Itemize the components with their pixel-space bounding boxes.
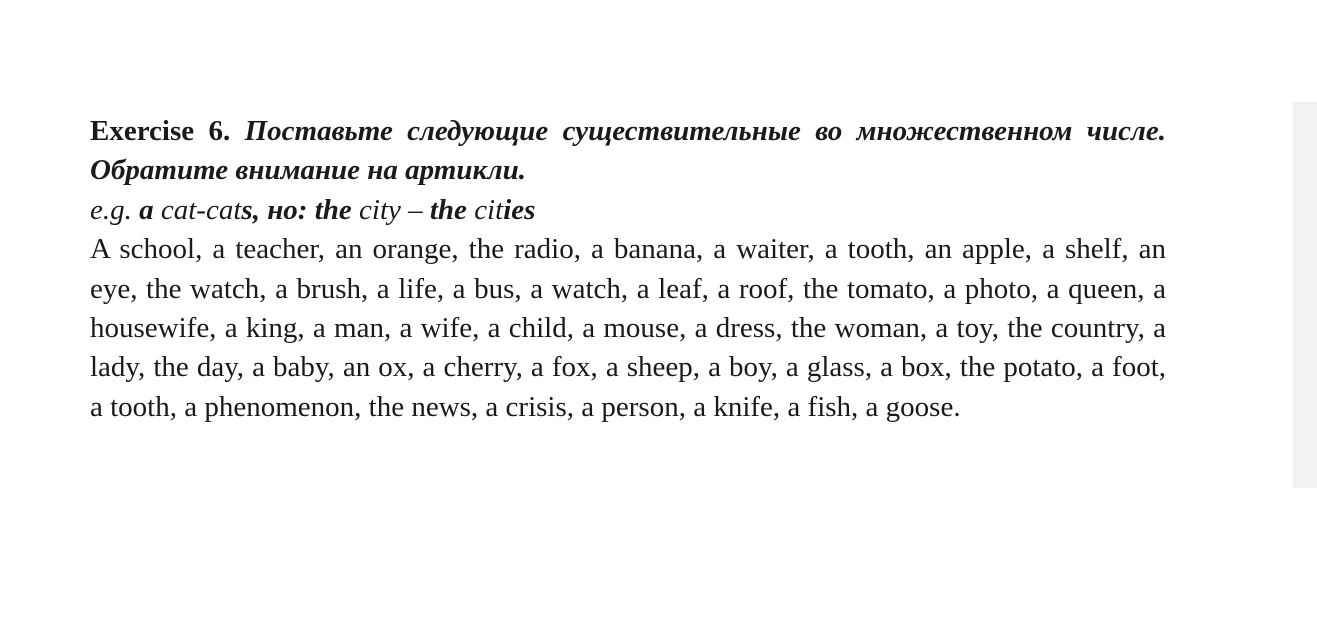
example-suffix-1: s	[241, 193, 253, 226]
example-article-2: the	[314, 193, 352, 226]
example-word-3: cit	[474, 193, 504, 226]
example-article-3: the	[429, 193, 467, 226]
exercise-heading	[90, 112, 1166, 191]
exercise-label: Exercise 6.	[90, 115, 231, 147]
word-list: A school, a teacher, an orange, the radio, a banana, a waiter, a tooth, an apple, a shelf, an eye, the watch, a brush, a life, a bus, a watch, a leaf, a roof, the tomato, a photo, a queen, a housewife, a king, a man, a wife, a child, a mouse, a dress, the woman, a toy, the country, a lady, the day, a baby, an ox, a cherry, a fox, a sheep, a boy, a glass, a box, the potato, a foot, a tooth, a phenomenon, the news, a crisis, a person, a knife, a fish, a goose.	[90, 233, 1166, 423]
scrollbar-track[interactable]	[1293, 102, 1317, 488]
exercise-block	[90, 112, 1166, 427]
example-word-2: city –	[359, 193, 423, 226]
exercise-instruction: Поставьте следующие существительные во множественном числе. Обратите внимание на артикли.	[90, 115, 1166, 187]
example-article-1: a	[139, 193, 154, 226]
example-suffix-3: ies	[503, 193, 536, 226]
example-separator: , но:	[252, 193, 308, 226]
example-word-1: cat-cat	[160, 193, 242, 226]
example-prefix: e.g.	[90, 193, 132, 226]
example-line	[90, 191, 1166, 230]
